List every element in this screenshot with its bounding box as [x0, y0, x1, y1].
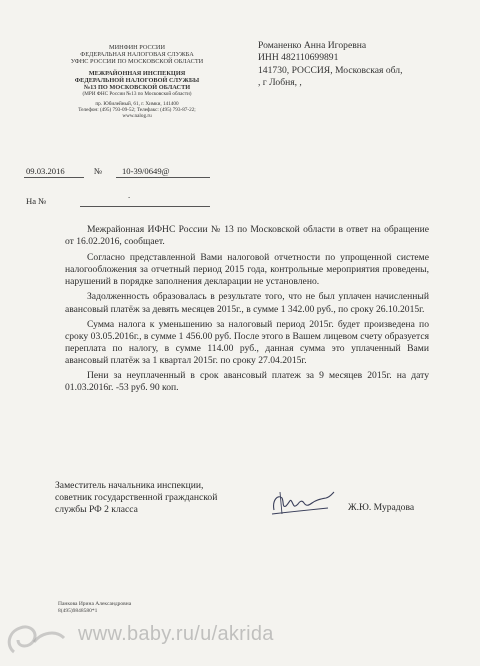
executor-phone: 8(495)9848580*1 [58, 608, 98, 614]
sender-line: МИНФИН РОССИИ [108, 44, 166, 51]
executor-name: Панкова Ирина Александровна [58, 601, 132, 607]
sender-line: УФНС РОССИИ ПО МОСКОВСКОЙ ОБЛАСТИ [70, 58, 204, 66]
sender-address: пр. Юбилейный, 61, г. Химки, 141400 [95, 101, 179, 108]
body-paragraph: Задолженность образовалась в результате того, что не был уплачен начисленный авансовый платёж за девять месяцев 2015г., в сумме 1 342.00 руб., по сроку 26.10.2015г. [65, 291, 429, 315]
document-number: 10-39/0649@ [122, 166, 170, 176]
date-underline [24, 177, 84, 178]
signatory-title [55, 480, 217, 516]
signatory-title-line: советник государственной гражданской [55, 492, 218, 503]
recipient-inn: ИНН 482110699891 [258, 52, 339, 64]
body-paragraph: Межрайонная ИФНС России № 13 по Московской области в ответ на обращение от 16.02.2016, сообщает. [65, 224, 429, 248]
in-reply-underline [80, 206, 210, 207]
sender-phone: Телефон: (495) 793-09-52; Телефакс: (495) 793-87-22; [78, 107, 196, 114]
number-underline [116, 177, 210, 178]
sender-line: ФЕДЕРАЛЬНАЯ НАЛОГОВАЯ СЛУЖБА [80, 51, 194, 59]
sender-bold-line: ФЕДЕРАЛЬНОЙ НАЛОГОВОЙ СЛУЖБЫ [74, 76, 200, 84]
sender-note: (МРИ ФНС России №13 по Московской области) [82, 91, 192, 98]
document-date: 09.03.2016 [26, 166, 65, 176]
recipient-name: Романенко Анна Игоревна [258, 40, 367, 51]
letter-body [65, 224, 429, 397]
body-paragraph: Сумма налога к уменьшению за налоговый период 2015г. будет произведена по сроку 03.05.2016г., в сумме 1 456.00 руб. После этого в Вашем лицевом счету образуется переплата по налогу, в сумме 114.00 руб., данная сумма это уплаченный Вами авансовый платёж за 1 квартал 2015г. по сроку 27.04.2015г. [65, 318, 429, 366]
body-paragraph: Согласно представленной Вами налоговой отчетности по упрощенной системе налогообложения за отчетный период 2015 года, контрольные мероприятия проведены, нарушений в порядке заполнения декларации не установлено. [65, 252, 429, 288]
sender-bold-line: МЕЖРАЙОННАЯ ИНСПЕКЦИЯ [88, 69, 186, 77]
body-paragraph: Пени за неуплаченный в срок авансовый платеж за 9 месяцев 2015г. на дату 01.03.2016г. -53 руб. 90 коп. [65, 370, 429, 394]
executor-info [58, 601, 131, 615]
watermark-text: www.baby.ru/u/akrida [78, 623, 274, 645]
sender-header [52, 44, 222, 119]
sender-site: www.nalog.ru [122, 113, 152, 120]
number-label: № [94, 166, 103, 176]
signatory-title-line: Заместитель начальника инспекции, [55, 480, 204, 491]
handwritten-signature [268, 484, 340, 524]
watermark-logo [4, 618, 74, 658]
signatory-title-line: службы РФ 2 класса [55, 504, 138, 515]
sender-bold-line: №13 ПО МОСКОВСКОЙ ОБЛАСТИ [83, 84, 191, 92]
in-reply-dot: . [128, 190, 131, 200]
in-reply-label: На № [26, 196, 47, 206]
recipient-address-line: , г Лобня, , [258, 76, 302, 88]
recipient-block [258, 40, 403, 89]
signatory-name: Ж.Ю. Мурадова [348, 502, 415, 513]
recipient-address-line: 141730, РОССИЯ, Московская обл, [258, 64, 403, 76]
